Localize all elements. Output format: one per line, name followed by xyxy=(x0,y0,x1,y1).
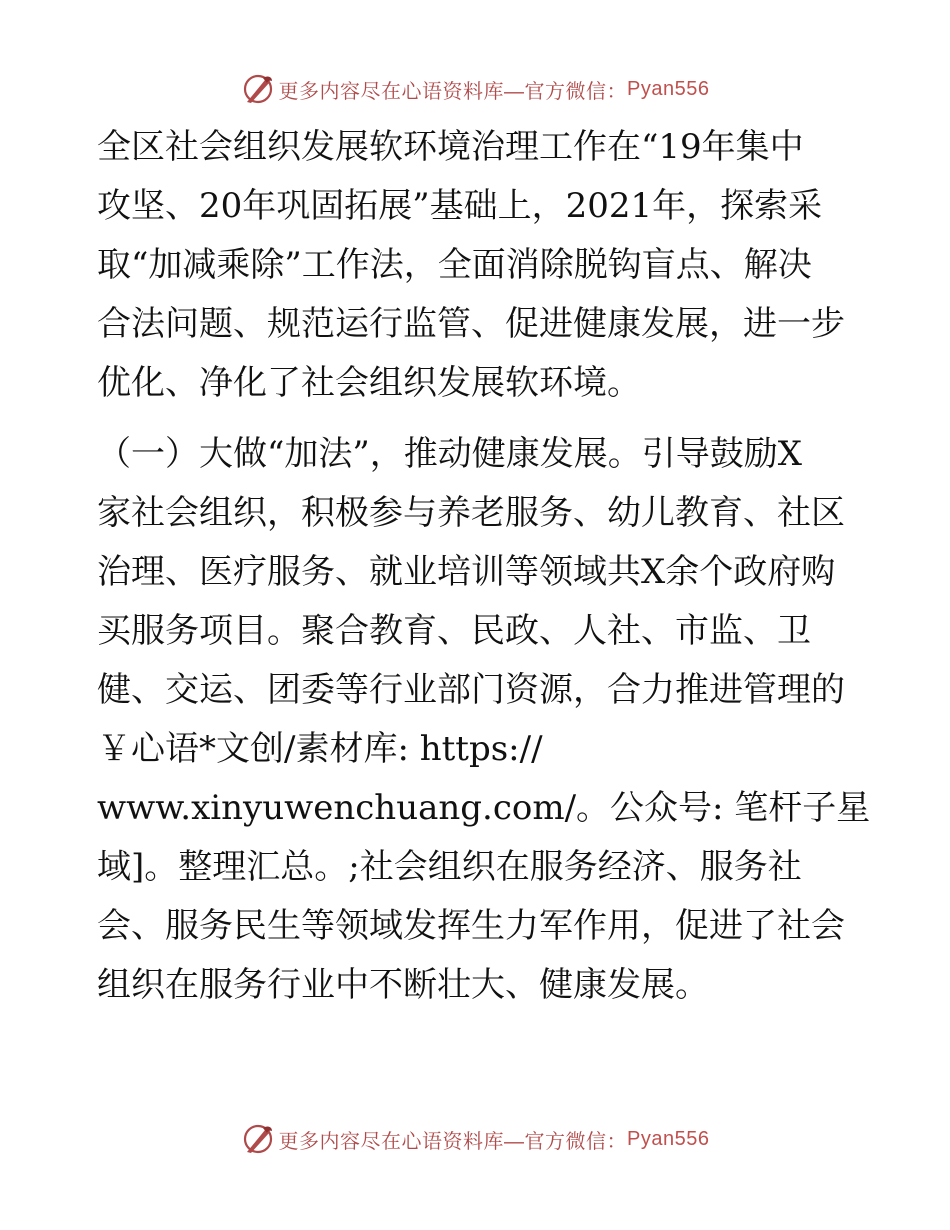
text-line: www.xinyuwenchuang.com/。公众号: 笔杆子星 xyxy=(97,788,871,828)
text-line: 组织在服务行业中不断壮大、健康发展。 xyxy=(97,965,709,1005)
paragraph-addition xyxy=(97,425,871,1015)
text-line: 家社会组织，积极参与养老服务、幼儿教育、社区 xyxy=(97,493,845,533)
quill-logo-icon xyxy=(241,1122,275,1156)
banner-text: 更多内容尽在心语资料库—官方微信： xyxy=(278,80,628,103)
text-line: ￥心语*文创/素材库: https:// xyxy=(97,729,543,769)
text-line: 取“加减乘除”工作法，全面消除脱钩盲点、解决 xyxy=(97,245,812,285)
header-watermark-banner xyxy=(0,72,950,106)
quill-logo-icon xyxy=(241,72,275,106)
text-line: （一）大做“加法”，推动健康发展。引导鼓励X xyxy=(97,434,802,474)
banner-handle: Pyan556 xyxy=(627,1127,710,1150)
text-line: 健、交运、团委等行业部门资源，合力推进管理的 xyxy=(97,670,845,710)
text-line: 全区社会组织发展软环境治理工作在“19年集中 xyxy=(97,127,804,167)
document-body xyxy=(97,118,871,1015)
text-line: 合法问题、规范运行监管、促进健康发展，进一步 xyxy=(97,304,845,344)
footer-watermark-banner xyxy=(0,1122,950,1156)
text-line: 优化、净化了社会组织发展软环境。 xyxy=(97,363,641,403)
text-line: 治理、医疗服务、就业培训等领域共X余个政府购 xyxy=(97,552,836,592)
text-line: 攻坚、20年巩固拓展”基础上，2021年，探索采 xyxy=(97,186,823,226)
text-line: 买服务项目。聚合教育、民政、人社、市监、卫 xyxy=(97,611,811,651)
text-line: 域]。整理汇总。;社会组织在服务经济、服务社 xyxy=(97,847,802,887)
text-line: 会、服务民生等领域发挥生力军作用，促进了社会 xyxy=(97,906,845,946)
banner-handle: Pyan556 xyxy=(627,77,710,100)
banner-text: 更多内容尽在心语资料库—官方微信： xyxy=(278,1130,628,1153)
paragraph-intro xyxy=(97,118,857,413)
